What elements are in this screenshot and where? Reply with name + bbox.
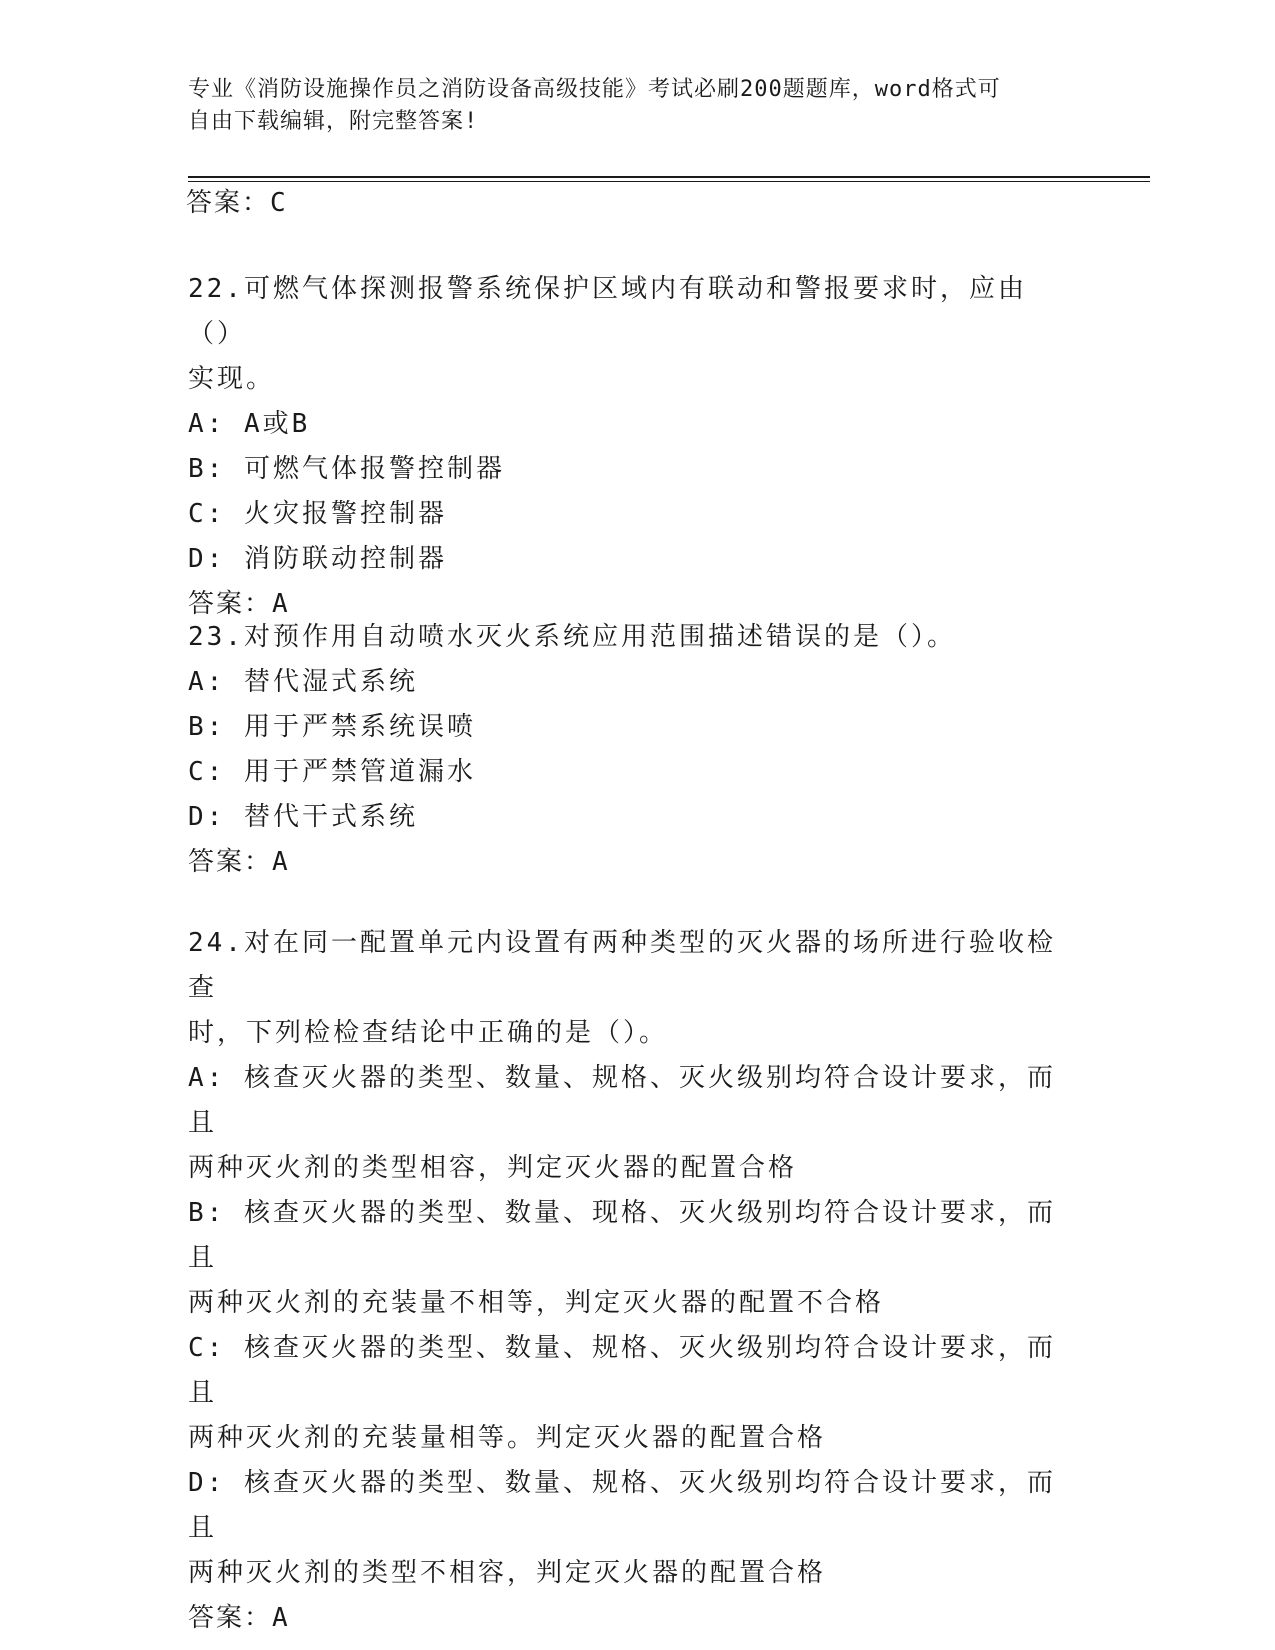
answer-value: C [270, 188, 286, 218]
option-c: C: 火灾报警控制器 [188, 499, 447, 529]
option-c: C: 核查灭火器的类型、数量、规格、灭火级别均符合设计要求，而且 [188, 1333, 1056, 1408]
question-answer [188, 840, 1068, 885]
question-stem: 24.对在同一配置单元内设置有两种类型的灭火器的场所进行验收检查 [188, 928, 1056, 1003]
previous-question-answer [186, 186, 286, 220]
answer-label: 答案： [188, 589, 273, 619]
option-b-continued: 两种灭火剂的充装量不相等，判定灭火器的配置不合格 [188, 1288, 885, 1318]
question-stem: 时，下列检检查结论中正确的是（）。 [188, 1018, 669, 1048]
answer-label: 答案： [186, 188, 271, 218]
option-d: D: 替代干式系统 [188, 802, 418, 832]
document-header [188, 74, 1068, 138]
option-d-continued: 两种灭火剂的类型不相容，判定灭火器的配置合格 [188, 1558, 827, 1588]
option-c-continued: 两种灭火剂的充装量相等。判定灭火器的配置合格 [188, 1423, 827, 1453]
header-divider-thick [188, 176, 1150, 178]
option-b: B: 核查灭火器的类型、数量、现格、灭火级别均符合设计要求，而且 [188, 1198, 1056, 1273]
option-a: A: 核查灭火器的类型、数量、规格、灭火级别均符合设计要求，而且 [188, 1063, 1056, 1138]
answer-label: 答案： [188, 847, 273, 877]
question-stem: 22.可燃气体探测报警系统保护区域内有联动和警报要求时，应由（） [188, 274, 1027, 349]
header-line-2: 自由下载编辑，附完整答案! [188, 109, 479, 134]
header-divider-thin [188, 181, 1150, 182]
header-line-1: 专业《消防设施操作员之消防设备高级技能》考试必刷200题题库，word格式可 [188, 77, 1001, 102]
question-23 [188, 615, 1068, 885]
option-a: A: 替代湿式系统 [188, 667, 418, 697]
option-c: C: 用于严禁管道漏水 [188, 757, 476, 787]
answer-value: A [272, 1603, 288, 1633]
question-stem: 实现。 [188, 364, 276, 394]
option-d: D: 核查灭火器的类型、数量、规格、灭火级别均符合设计要求，而且 [188, 1468, 1056, 1543]
answer-value: A [272, 847, 288, 877]
option-b: B: 可燃气体报警控制器 [188, 454, 505, 484]
option-d: D: 消防联动控制器 [188, 544, 447, 574]
answer-value: A [272, 589, 288, 619]
question-22 [188, 267, 1068, 627]
question-24 [188, 921, 1068, 1641]
question-stem: 23.对预作用自动喷水灭火系统应用范围描述错误的是（）。 [188, 622, 956, 652]
answer-label: 答案： [188, 1603, 273, 1633]
option-b: B: 用于严禁系统误喷 [188, 712, 476, 742]
option-a: A: A或B [188, 409, 311, 439]
option-a-continued: 两种灭火剂的类型相容，判定灭火器的配置合格 [188, 1153, 798, 1183]
question-answer [188, 1596, 1068, 1641]
